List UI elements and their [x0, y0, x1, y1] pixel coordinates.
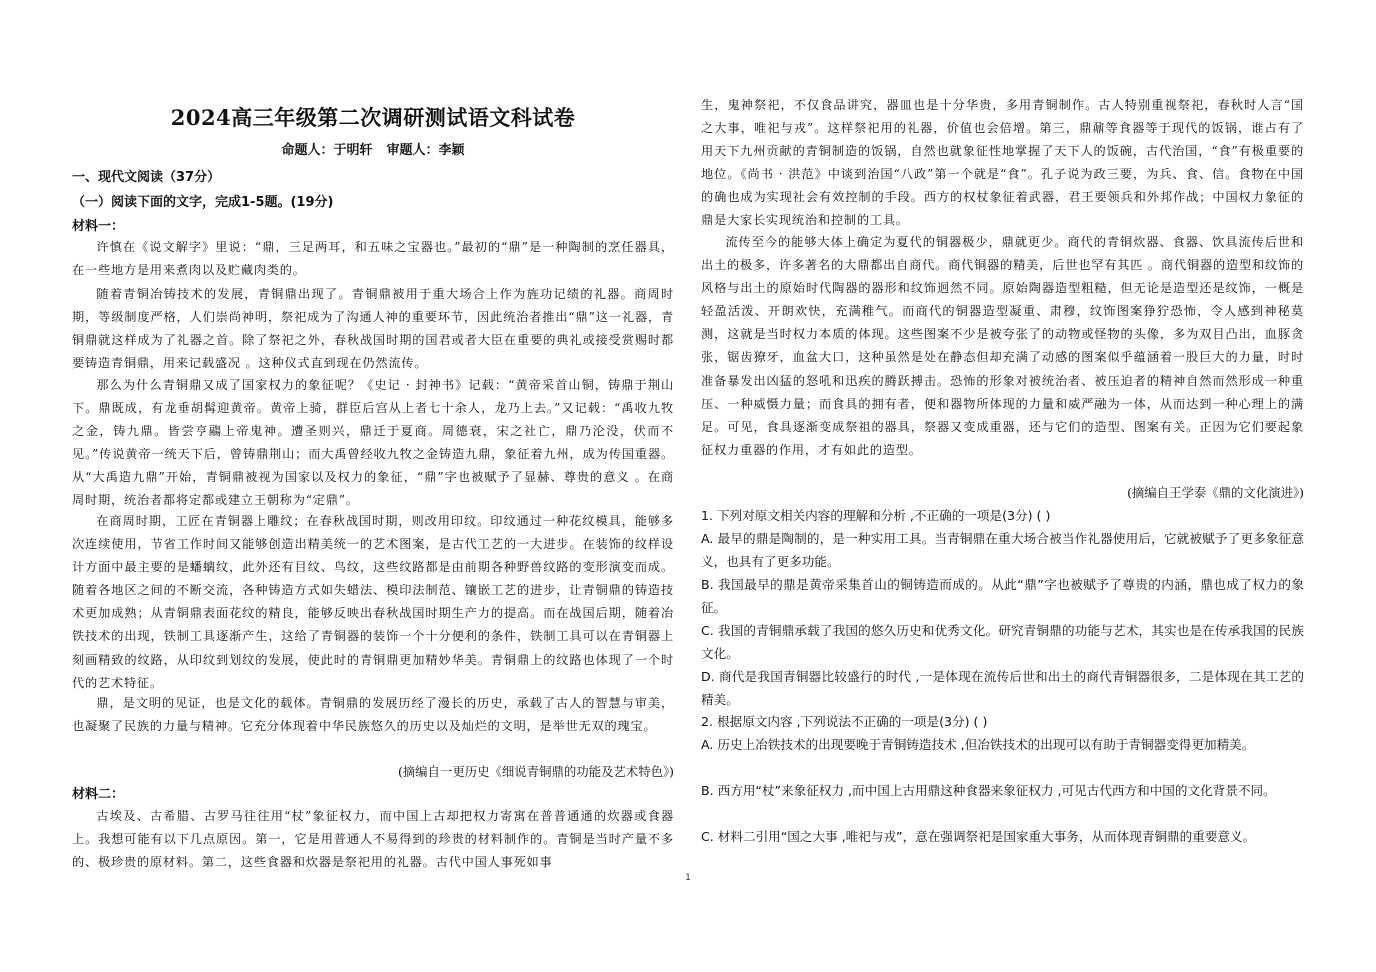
question-1-option-b: B. 我国最早的鼎是黄帝采集首山的铜铸造而成的。从此“鼎”字也被赋予了尊贵的内涵，鼎也成了权力的象征。: [701, 577, 1304, 615]
material1-para1: 许慎在《说文解字》里说：“鼎，三足两耳，和五味之宝器也。”最初的“鼎”是一种陶制的烹任器具，在一些地方是用来煮肉以及贮藏肉类的。: [72, 240, 674, 278]
material2-heading: 材料二：: [72, 787, 125, 802]
material1-para4: 在商周时期，工匠在青铜器上雕纹；在春秋战国时期，则改用印纹。印纹通过一种花纹模具，能够多次连续使用，节省工作时间又能够创造出精美统一的艺术图案，是古代工艺的一大进步。在装饰的纹样设计方面中最主要的是蟠螭纹，此外还有目纹、鸟纹，这些纹路都是由前期各种野兽纹路的变形演变而成。随着各地区之间的不断交流，各种铸造方式如失蜡法、模印法制范、镶嵌工艺的进步，让青铜鼎的铸造技术更加成熟；从青铜鼎表面花纹的精良，能够反映出春秋战国时期生产力的提高。而在战国后期，随着冶铁技术的出现，铁制工具逐渐产生，这给了青铜器的装饰一个十分便利的条件，铁制工具可以在青铜器上刻画精致的纹路，从印纹到划纹的发展，使此时的青铜鼎更加精妙华美。青铜鼎上的纹路也体现了一个时代的艺术特征。: [72, 514, 674, 690]
material1-source: (摘编自一更历史《细说青铜鼎的功能及艺术特色》): [397, 764, 674, 779]
question-1-option-a: A. 最早的鼎是陶制的，是一种实用工具。当青铜鼎在重大场合被当作礼器使用后，它就被赋予了更多象征意义，也具有了更多功能。: [701, 531, 1304, 569]
question-2-option-c: C. 材料二引用“国之大事 ,唯祀与戎”，意在强调祭祀是国家重大事务，从而体现青铜鼎的重要意义。: [701, 829, 1256, 844]
question-1-option-c: C. 我国的青铜鼎承载了我国的悠久历史和优秀文化。研究青铜鼎的功能与艺术，其实也是在传承我国的民族文化。: [701, 623, 1304, 661]
subsection-heading: （一）阅读下面的文字，完成1-5题。(19分): [72, 195, 334, 210]
question-2-option-a: A. 历史上冶铁技术的出现要晚于青铜铸造技术 ,但冶铁技术的出现可以有助于青铜器变得更加精美。: [701, 737, 1255, 752]
authors-line: [72, 141, 674, 161]
material1-heading: 材料一：: [72, 219, 125, 234]
setter-name: 命题人：于明轩: [281, 143, 373, 158]
question-1-option-d: D. 商代是我国青铜器比较盛行的时代 ,一是体现在流传后世和出土的商代青铜器很多，二是体现在其工艺的精美。: [701, 669, 1304, 707]
page-title: 2024高三年级第二次调研测试语文科试卷: [170, 105, 576, 130]
material2-para1-cont: 生，鬼神祭祀，不仅食品讲究，器皿也是十分华贵，多用青铜制作。古人特别重视祭祀，春秋时人言“国之大事，唯祀与戎”。这样祭祀用的礼器，价值也会倍增。第三，鼎鼐等食器等于现代的饭锅，谁占有了用天下九州贡献的青铜制造的饭锅，自然也就象征性地掌握了天下人的饭碗，古代治国，“食”有极重要的地位。《尚书 · 洪范》中谈到治国“八政”第一个就是“食”。孔子说为政三要，为兵、食、信。食物在中国的确也成为实现社会有效控制的手段。西方的权杖象征着武器，君王要领兵和外邦作战；中国权力象征的鼎是大家长实现统治和控制的工具。: [701, 98, 1304, 228]
material1-para2: 随着青铜冶铸技术的发展，青铜鼎出现了。青铜鼎被用于重大场合上作为旌功记绩的礼器。商周时期，等级制度严格，人们崇尚神明，祭祀成为了沟通人神的重要环节，因此统治者推出“鼎”这一礼器，青铜鼎就这样成为了礼器之首。除了祭祀之外，春秋战国时期的国君或者大臣在重要的典礼或接受赏赐时都要铸造青铜鼎，用来记载盛况 。这种仪式直到现在仍然流传。: [72, 287, 674, 371]
question-1-stem: 1. 下列对原文相关内容的理解和分析 ,不正确的一项是(3分) ( ): [701, 508, 1051, 523]
material1-para3: 那么为什么青铜鼎又成了国家权力的象征呢？《史记 · 封神书》记载：“黄帝采首山铜，铸鼎于荆山下。鼎既成，有龙垂胡髯迎黄帝。黄帝上骑，群臣后宫从上者七十余人，龙乃上去。”又记载：“禹收九牧之金，铸九鼎。皆尝亨鬺上帝鬼神。遭圣则兴，鼎迁于夏商。周德衰，宋之社亡，鼎乃沦没，伏而不见。”传说黄帝一统天下后，曾铸鼎荆山；而大禹曾经收九牧之金铸造九鼎，象征着九州，成为传国重器。从“大禹造九鼎”开始，青铜鼎被视为国家以及权力的象征，“鼎”字也被赋予了显赫、尊贵的意义 。在商周时期，统治者都将定都或建立王朝称为“定鼎”。: [72, 378, 674, 508]
page-number: 1: [685, 873, 691, 883]
section-heading: 一、现代文阅读（37分）: [72, 170, 221, 185]
material2-para2: 流传至今的能够大体上确定为夏代的铜器极少，鼎就更少。商代的青铜炊器、食器、饮具流传后世和出土的极多，许多著名的大鼎都出自商代。商代铜器的精美，后世也罕有其匹 。商代铜器的造型和纹饰的风格与出土的原始时代陶器的器形和纹饰迥然不同。原始陶器造型粗糙，但无论是造型还是纹饰，一概是轻盈活泼、开朗欢快，充满稚气。而商代的铜器造型凝重、肃穆，纹饰图案狰狞恐怖，令人感到神秘莫测，这就是当时权力本质的体现。这些图案不少是被夸张了的动物或怪物的头像，多为双目凸出，血豚贪张，锯齿獠牙，血盆大口，这种虽然是处在静态但却充满了动感的图案似乎蕴涵着一股巨大的力量，时时准备暴发出凶猛的怒吼和迅疾的腾跃搏击。恐怖的形象对被统治者、被压迫者的精神自然而然形成一种重压、一种威慑力量；而食具的拥有者，便和器物所体现的力量和威严融为一体，从而达到一种心理上的满足。可见，食具逐渐变成祭祖的器具，祭器又变成重器，还与它们的造型、图案有关。正因为它们要起象征权力重器的作用，才有如此的造型。: [701, 235, 1304, 457]
material2-source: (摘编自王学泰《鼎的文化演进》): [1127, 485, 1304, 500]
question-2-stem: 2. 根据原文内容 ,下列说法不正确的一项是(3分) ( ): [701, 714, 988, 729]
material2-para1: 古埃及、古希腊、古罗马往往用“杖”象征权力，而中国上古却把权力寄寓在普普通通的炊器或食器上。我想可能有以下几点原因。第一，它是用普通人不易得到的珍贵的材料制作的。青铜是当时产量不多的、极珍贵的原材料。第二，这些食器和炊器是祭祀用的礼器。古代中国人事死如事: [72, 809, 674, 870]
question-2-option-b: B. 西方用“杖”来象征权力 ,而中国上古用鼎这种食器来象征权力 ,可见古代西方和中国的文化背景不同。: [701, 783, 1276, 798]
material1-para5: 鼎，是文明的见证，也是文化的载体。青铜鼎的发展历经了漫长的历史，承载了古人的智慧与审美，也凝聚了民族的力量与精神。它充分体现着中华民族悠久的历史以及灿烂的文明，是举世无双的瑰宝。: [72, 696, 674, 734]
reviewer-name: 审题人：李颖: [386, 143, 465, 158]
